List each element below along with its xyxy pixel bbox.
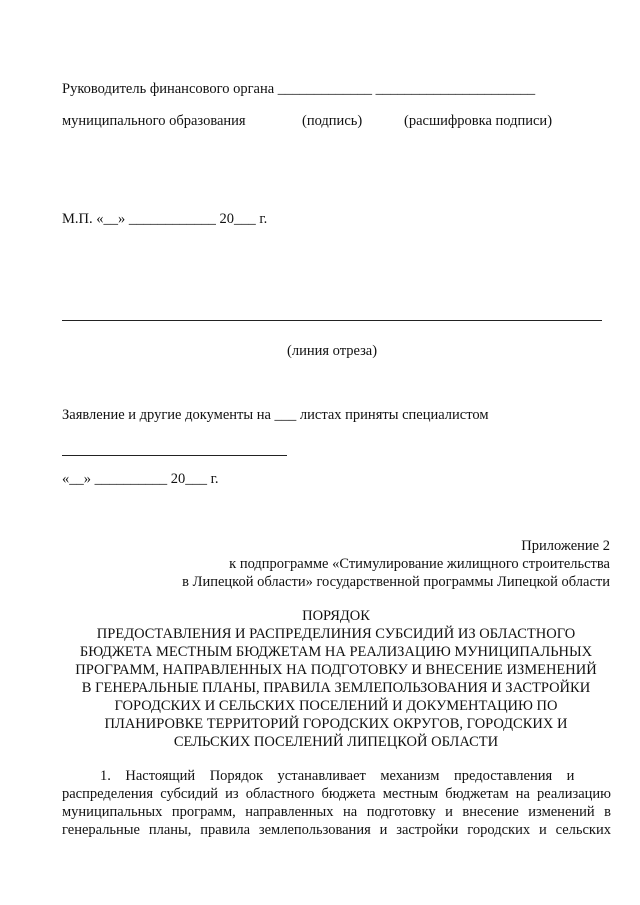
title-line: ПРОГРАММ, НАПРАВЛЕННЫХ НА ПОДГОТОВКУ И ВНЕСЕНИЕ ИЗМЕНЕНИЙ: [75, 662, 597, 678]
signature-caption-sign: (подпись): [302, 113, 363, 129]
document-heading: ПОРЯДОК: [302, 608, 370, 624]
title-line: БЮДЖЕТА МЕСТНЫМ БЮДЖЕТАМ НА РЕАЛИЗАЦИЮ МУНИЦИПАЛЬНЫХ: [79, 644, 593, 660]
paragraph-line: распределения субсидий из областного бюджета местным бюджетам на реализацию: [62, 786, 611, 802]
title-line: ПЛАНИРОВКЕ ТЕРРИТОРИЙ ГОРОДСКИХ ОКРУГОВ, ГОРОДСКИХ И: [104, 716, 568, 732]
appendix-subprogram: к подпрограмме «Стимулирование жилищного строительства: [229, 556, 610, 572]
signature-caption-org: муниципального образования: [62, 113, 246, 129]
signature-caption-decode: (расшифровка подписи): [404, 113, 553, 129]
receipt-statement: Заявление и другие документы на ___ листах приняты специалистом: [62, 407, 489, 423]
paragraph-line: муниципальных программ, направленных на подготовку и внесение изменений в: [62, 804, 611, 820]
cut-line: [62, 320, 602, 321]
title-line: ПРЕДОСТАВЛЕНИЯ И РАСПРЕДЕЛИНИЯ СУБСИДИЙ ИЗ ОБЛАСТНОГО: [96, 626, 576, 642]
paragraph-line: генеральные планы, правила землепользования и застройки городских и сельских: [62, 822, 611, 838]
stamp-date-line: М.П. «__» ____________ 20___ г.: [62, 211, 268, 227]
title-line: В ГЕНЕРАЛЬНЫЕ ПЛАНЫ, ПРАВИЛА ЗЕМЛЕПОЛЬЗОВАНИЯ И ЗАСТРОЙКИ: [81, 680, 591, 696]
title-line: ГОРОДСКИХ И СЕЛЬСКИХ ПОСЕЛЕНИЙ И ДОКУМЕНТАЦИЮ ПО: [114, 698, 558, 714]
signature-line-1: Руководитель финансового органа _____________ ______________________: [62, 81, 536, 97]
appendix-program: в Липецкой области» государственной программы Липецкой области: [182, 574, 610, 590]
receipt-date: «__» __________ 20___ г.: [62, 471, 219, 487]
specialist-signature-blank: [62, 455, 287, 456]
cut-line-label: (линия отреза): [287, 343, 378, 359]
title-line: СЕЛЬСКИХ ПОСЕЛЕНИЙ ЛИПЕЦКОЙ ОБЛАСТИ: [173, 734, 499, 750]
paragraph-line: 1. Настоящий Порядок устанавливает механизм предоставления и: [100, 768, 575, 784]
appendix-number: Приложение 2: [521, 538, 610, 554]
